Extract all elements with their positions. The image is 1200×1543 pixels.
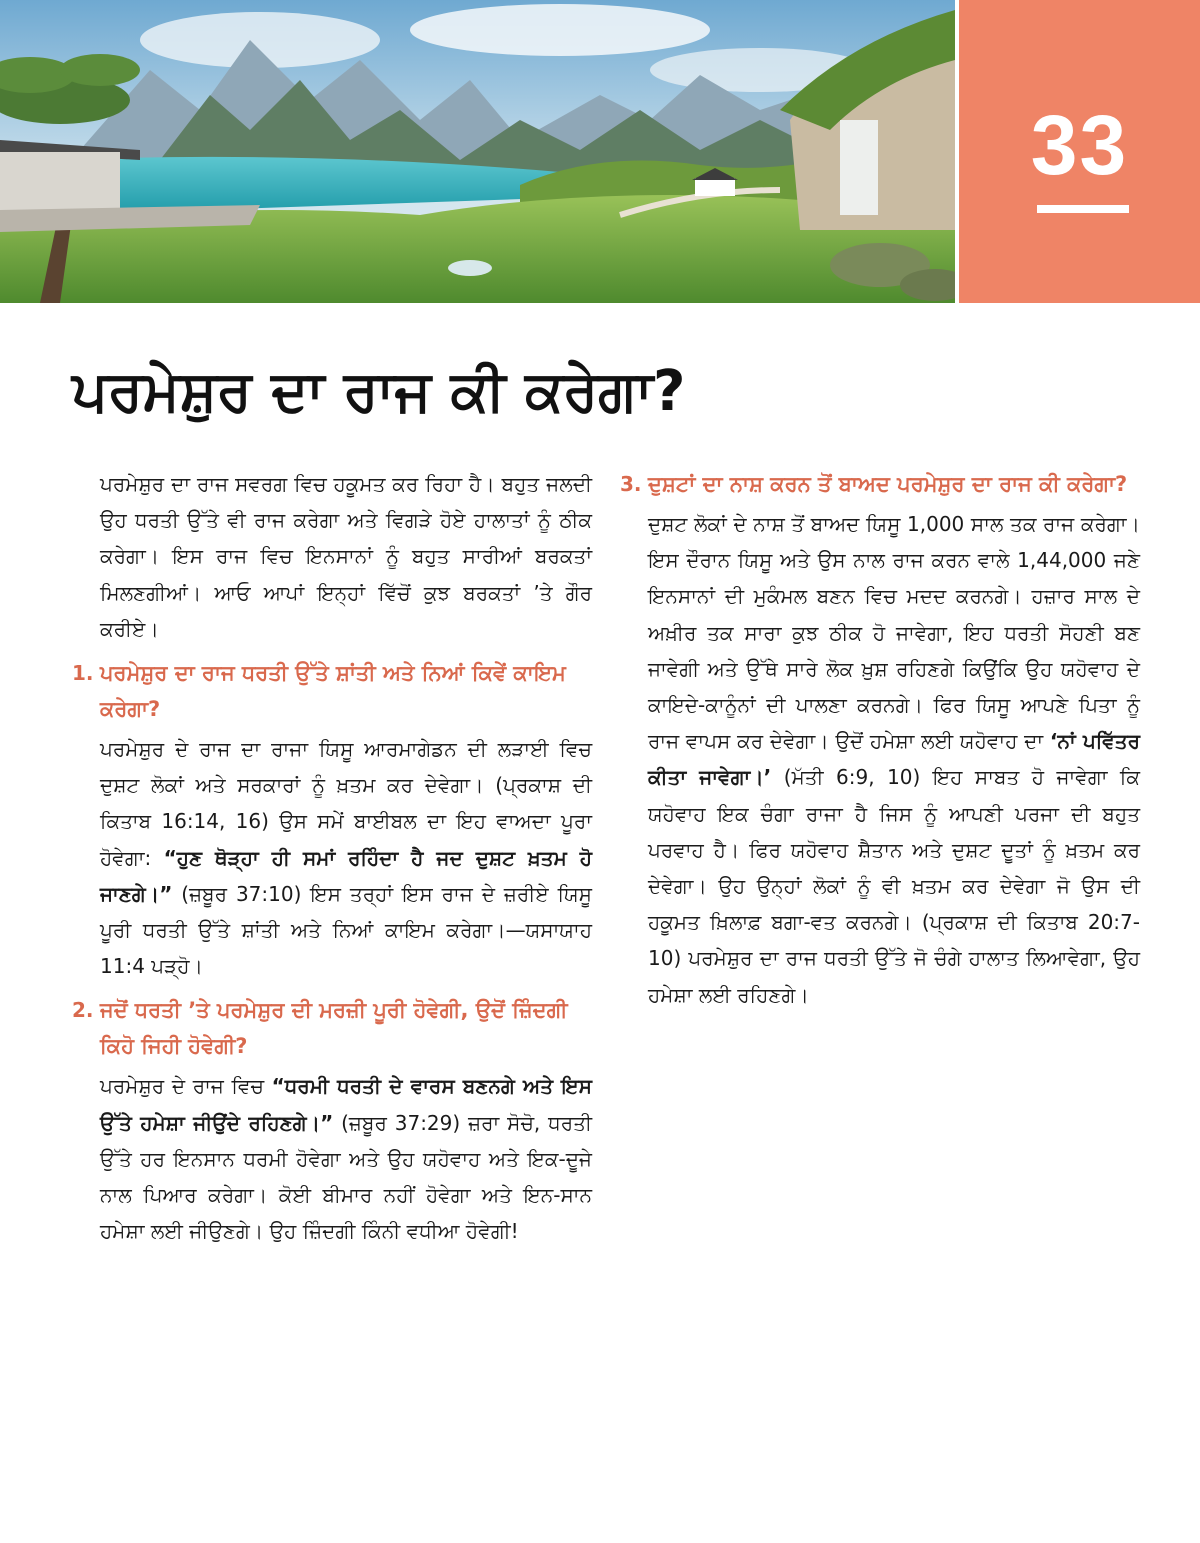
lesson-number-badge xyxy=(955,0,1200,303)
lesson-number: 33 xyxy=(1030,98,1129,192)
paradise-landscape-illustration xyxy=(0,0,955,303)
lesson-number-underline xyxy=(1037,205,1129,213)
bible-quote: “ਹੁਣ ਥੋੜ੍ਹਾ ਹੀ ਸਮਾਂ ਰਹਿੰਦਾ ਹੈ ਜਦ ਦੁਸ਼ਟ ਖ਼ਤਮ ਹੋ ਜਾਣਗੇ।” xyxy=(100,845,592,906)
hero-landscape-image xyxy=(0,0,955,303)
bible-quote: ‘ਨਾਂ ਪਵਿੱਤਰ ਕੀਤਾ ਜਾਵੇਗਾ।’ xyxy=(648,729,1140,790)
section-1-body xyxy=(72,731,592,984)
left-column xyxy=(72,466,592,1249)
section-2-body xyxy=(72,1068,592,1249)
section-question: ਜਦੋਂ ਧਰਤੀ ’ਤੇ ਪਰਮੇਸ਼ੁਰ ਦੀ ਮਰਜ਼ੀ ਪੂਰੀ ਹੋਵੇਗੀ, ਉਦੋਂ ਜ਼ਿੰਦਗੀ ਕਿਹੋ ਜਿਹੀ ਹੋਵੇਗੀ? xyxy=(100,998,568,1059)
section-3-heading xyxy=(620,466,1140,502)
section-text: ਪਰਮੇਸ਼ੁਰ ਦੇ ਰਾਜ ਦਾ ਰਾਜਾ ਯਿਸੂ ਆਰਮਾਗੇਡਨ ਦੀ ਲੜਾਈ ਵਿਚ ਦੁਸ਼ਟ ਲੋਕਾਂ ਅਤੇ ਸਰਕਾਰਾਂ ਨੂੰ ਖ਼ਤਮ ਕਰ ਦੇਵੇਗਾ। (ਪ੍ਰਕਾਸ਼ ਦੀ ਕਿਤਾਬ 16:14, 16) ਉਸ ਸਮੇਂ ਬਾਈਬਲ ਦਾ ਇਹ ਵਾਅਦਾ ਪੂਰਾ ਹੋਵੇਗਾ: xyxy=(100,737,592,870)
section-text: (ਮੱਤੀ 6:9, 10) ਇਹ ਸਾਬਤ ਹੋ ਜਾਵੇਗਾ ਕਿ ਯਹੋਵਾਹ ਇਕ ਚੰਗਾ ਰਾਜਾ ਹੈ ਜਿਸ ਨੂੰ ਆਪਣੀ ਪਰਜਾ ਦੀ ਬਹੁਤ ਪਰਵਾਹ ਹੈ। ਫਿਰ ਯਹੋਵਾਹ ਸ਼ੈਤਾਨ ਅਤੇ ਦੁਸ਼ਟ ਦੂਤਾਂ ਨੂੰ ਖ਼ਤਮ ਕਰ ਦੇਵੇਗਾ। ਉਹ ਉਨ੍ਹਾਂ ਲੋਕਾਂ ਨੂੰ ਵੀ ਖ਼ਤਮ ਕਰ ਦੇਵੇਗਾ ਜੋ ਉਸ ਦੀ ਹਕੂਮਤ ਖ਼ਿਲਾਫ਼ ਬਗਾ-ਵਤ ਕਰਨਗੇ। (ਪ੍ਰਕਾਸ਼ ਦੀ ਕਿਤਾਬ 20:7-10) ਪਰਮੇਸ਼ੁਰ ਦਾ ਰਾਜ ਧਰਤੀ ਉੱਤੇ ਜੋ ਚੰਗੇ ਹਾਲਾਤ ਲਿਆਵੇਗਾ, ਉਹ ਹਮੇਸ਼ਾ ਲਈ ਰਹਿਣਗੇ। xyxy=(648,765,1140,1007)
section-text: ਦੁਸ਼ਟ ਲੋਕਾਂ ਦੇ ਨਾਸ਼ ਤੋਂ ਬਾਅਦ ਯਿਸੂ 1,000 ਸਾਲ ਤਕ ਰਾਜ ਕਰੇਗਾ। ਇਸ ਦੌਰਾਨ ਯਿਸੂ ਅਤੇ ਉਸ ਨਾਲ ਰਾਜ ਕਰਨ ਵਾਲੇ 1,44,000 ਜਣੇ ਇਨਸਾਨਾਂ ਦੀ ਮੁਕੰਮਲ ਬਣਨ ਵਿਚ ਮਦਦ ਕਰਨਗੇ। ਹਜ਼ਾਰ ਸਾਲ ਦੇ ਅਖ਼ੀਰ ਤਕ ਸਾਰਾ ਕੁਝ ਠੀਕ ਹੋ ਜਾਵੇਗਾ, ਇਹ ਧਰਤੀ ਸੋਹਣੀ ਬਣ ਜਾਵੇਗੀ ਅਤੇ ਉੱਥੇ ਸਾਰੇ ਲੋਕ ਖ਼ੁਸ਼ ਰਹਿਣਗੇ ਕਿਉਂਕਿ ਉਹ ਯਹੋਵਾਹ ਦੇ ਕਾਇਦੇ-ਕਾਨੂੰਨਾਂ ਦੀ ਪਾਲਣਾ ਕਰਨਗੇ। ਫਿਰ ਯਿਸੂ ਆਪਣੇ ਪਿਤਾ ਨੂੰ ਰਾਜ ਵਾਪਸ ਕਰ ਦੇਵੇਗਾ। ਉਦੋਂ ਹਮੇਸ਼ਾ ਲਈ ਯਹੋਵਾਹ ਦਾ xyxy=(648,512,1140,754)
bible-quote: “ਧਰਮੀ ਧਰਤੀ ਦੇ ਵਾਰਸ ਬਣਨਗੇ ਅਤੇ ਇਸ ਉੱਤੇ ਹਮੇਸ਼ਾ ਜੀਉਂਦੇ ਰਹਿਣਗੇ।” xyxy=(100,1074,592,1135)
section-text: (ਜ਼ਬੂਰ 37:10) ਇਸ ਤਰ੍ਹਾਂ ਇਸ ਰਾਜ ਦੇ ਜ਼ਰੀਏ ਯਿਸੂ ਪੂਰੀ ਧਰਤੀ ਉੱਤੇ ਸ਼ਾਂਤੀ ਅਤੇ ਨਿਆਂ ਕਾਇਮ ਕਰੇਗਾ।—ਯਸਾਯਾਹ 11:4 ਪੜ੍ਹੋ। xyxy=(100,881,593,979)
section-1-heading xyxy=(72,655,592,727)
intro-paragraph: ਪਰਮੇਸ਼ੁਰ ਦਾ ਰਾਜ ਸਵਰਗ ਵਿਚ ਹਕੂਮਤ ਕਰ ਰਿਹਾ ਹੈ। ਬਹੁਤ ਜਲਦੀ ਉਹ ਧਰਤੀ ਉੱਤੇ ਵੀ ਰਾਜ ਕਰੇਗਾ ਅਤੇ ਵਿਗੜੇ ਹੋਏ ਹਾਲਾਤਾਂ ਨੂੰ ਠੀਕ ਕਰੇਗਾ। ਇਸ ਰਾਜ ਵਿਚ ਇਨਸਾਨਾਂ ਨੂੰ ਬਹੁਤ ਸਾਰੀਆਂ ਬਰਕਤਾਂ ਮਿਲਣਗੀਆਂ। ਆਓ ਆਪਾਂ ਇਨ੍ਹਾਂ ਵਿੱਚੋਂ ਕੁਝ ਬਰਕਤਾਂ ’ਤੇ ਗੌਰ ਕਰੀਏ। xyxy=(100,472,592,641)
right-column xyxy=(620,466,1140,1013)
section-text: (ਜ਼ਬੂਰ 37:29) ਜ਼ਰਾ ਸੋਚੋ, ਧਰਤੀ ਉੱਤੇ ਹਰ ਇਨਸਾਨ ਧਰਮੀ ਹੋਵੇਗਾ ਅਤੇ ਉਹ ਯਹੋਵਾਹ ਅਤੇ ਇਕ-ਦੂਜੇ ਨਾਲ ਪਿਆਰ ਕਰੇਗਾ। ਕੋਈ ਬੀਮਾਰ ਨਹੀਂ ਹੋਵੇਗਾ ਅਤੇ ਇਨ-ਸਾਨ ਹਮੇਸ਼ਾ ਲਈ ਜੀਉਣਗੇ। ਉਹ ਜ਼ਿੰਦਗੀ ਕਿੰਨੀ ਵਧੀਆ ਹੋਵੇਗੀ! xyxy=(100,1110,592,1244)
section-question: ਪਰਮੇਸ਼ੁਰ ਦਾ ਰਾਜ ਧਰਤੀ ਉੱਤੇ ਸ਼ਾਂਤੀ ਅਤੇ ਨਿਆਂ ਕਿਵੇਂ ਕਾਇਮ ਕਰੇਗਾ? xyxy=(100,661,566,722)
section-question: ਦੁਸ਼ਟਾਂ ਦਾ ਨਾਸ਼ ਕਰਨ ਤੋਂ ਬਾਅਦ ਪਰਮੇਸ਼ੁਰ ਦਾ ਰਾਜ ਕੀ ਕਰੇਗਾ? xyxy=(648,472,1128,496)
section-number: 3. xyxy=(620,472,642,496)
page-title: ਪਰਮੇਸ਼ੁਰ ਦਾ ਰਾਜ ਕੀ ਕਰੇਗਾ? xyxy=(72,359,686,424)
section-text: ਪਰਮੇਸ਼ੁਰ ਦੇ ਰਾਜ ਵਿਚ xyxy=(100,1074,264,1099)
section-number: 2. xyxy=(72,998,94,1023)
section-2-heading xyxy=(72,992,592,1064)
section-3-body xyxy=(620,506,1140,1013)
section-number: 1. xyxy=(72,661,94,686)
